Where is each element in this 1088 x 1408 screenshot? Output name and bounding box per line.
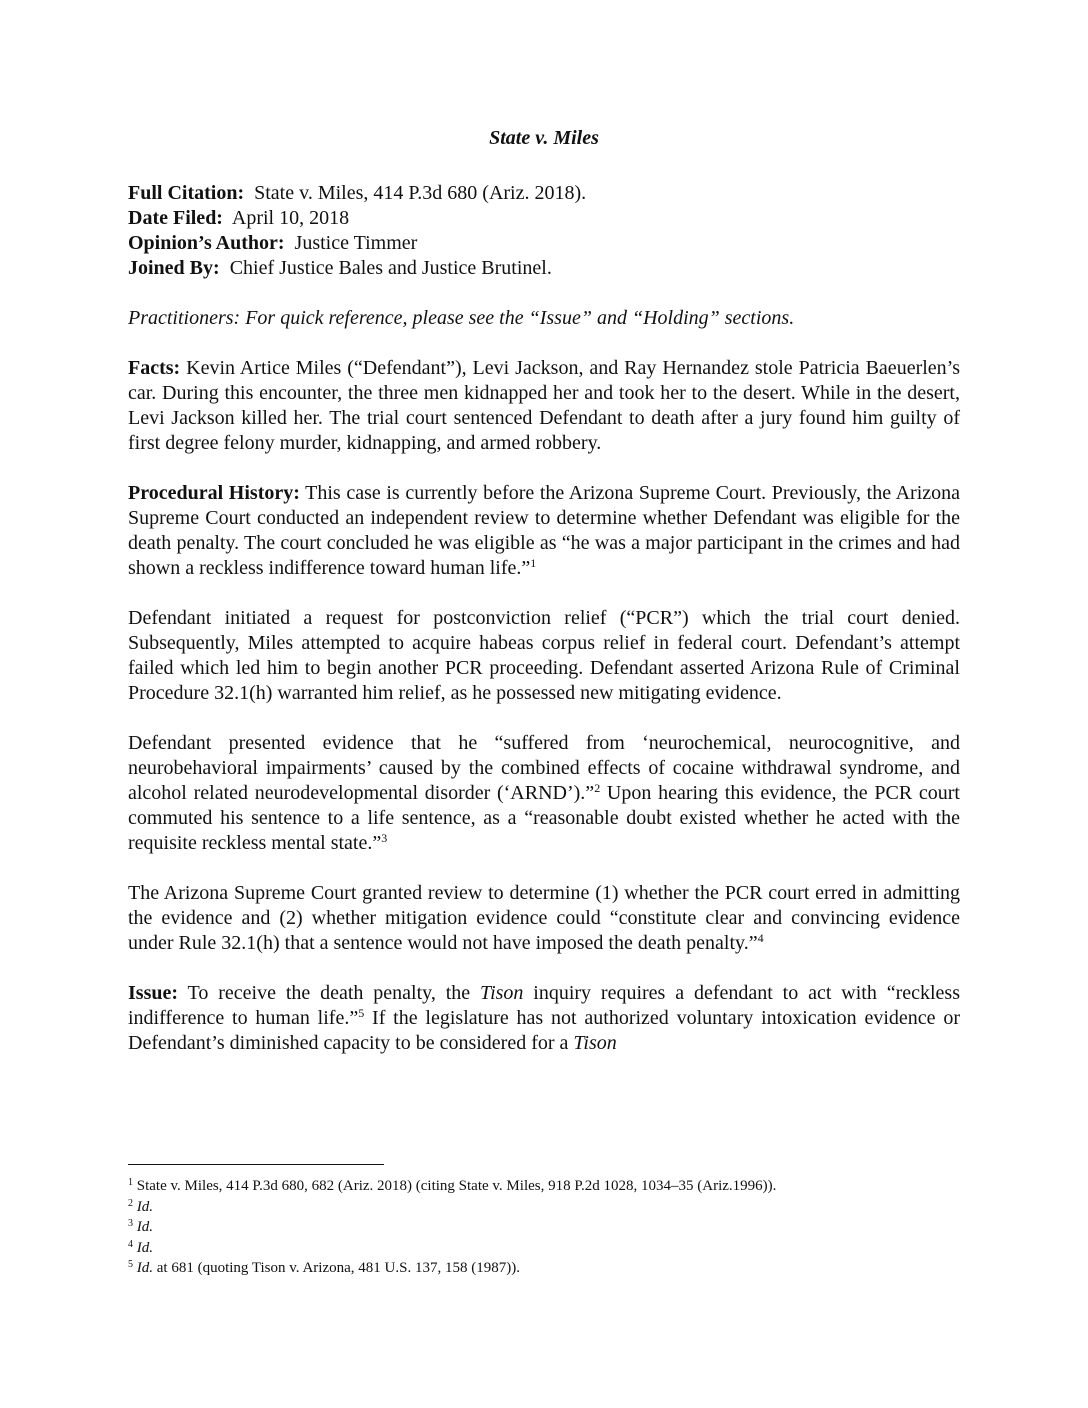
procedural-history-paragraph [128, 481, 960, 581]
opinion-author-value: Justice Timmer [294, 232, 418, 254]
pcr-paragraph: Defendant initiated a request for postconviction relief (“PCR”) which the trial court denied. Subsequently, Miles attempted to acquire habeas corpus relief in federal court. Defendant’s attempt failed which led him to begin another PCR proceeding. Defendant asserted Arizona Rule of Criminal Procedure 32.1(h) warranted him relief, as he possessed new mitigating evidence. [128, 607, 960, 704]
procedural-history-label: Procedural History: [128, 482, 300, 504]
footnote-number: 5 [128, 1259, 133, 1270]
date-filed-line [128, 206, 960, 231]
procedural-history-text: This case is currently before the Arizona Supreme Court. Previously, the Arizona Supreme Court conducted an independent review to determine whether Defendant was eligible for the death penalty. The court concluded he was eligible as “he was a major participant in the crimes and had shown a reckless indifference toward human life.” [128, 482, 960, 579]
date-filed-label: Date Filed: [128, 207, 223, 229]
footnote-ref-5[interactable]: 5 [358, 1006, 365, 1020]
footnote-ref-2[interactable]: 2 [594, 781, 601, 795]
footnote-divider [128, 1164, 384, 1165]
footnote-5 [128, 1258, 960, 1279]
footnote-number: 4 [128, 1238, 133, 1250]
evidence-paragraph [128, 731, 960, 856]
full-citation-label: Full Citation: [128, 182, 245, 204]
tison-case-name-2: Tison [573, 1032, 617, 1054]
joined-by-line [128, 256, 960, 281]
issue-text-b: inquiry requires a defendant to act with “reckless indifference to human life.” [128, 982, 960, 1029]
footnote-1 [128, 1176, 960, 1197]
full-citation-line [128, 181, 960, 206]
footnotes-section [128, 1176, 960, 1279]
issue-text-c: If the legislature has not authorized voluntary intoxication evidence or Defendant’s diminished capacity to be considered for a [128, 1007, 960, 1054]
footnote-2 [128, 1197, 960, 1218]
full-citation-value: State v. Miles, 414 P.3d 680 (Ariz. 2018). [254, 182, 587, 204]
opinion-author-line [128, 231, 960, 256]
footnote-4 [128, 1238, 960, 1259]
footnote-ref-1[interactable]: 1 [530, 556, 537, 570]
footnote-italic: Id. [136, 1198, 153, 1215]
issue-paragraph [128, 981, 960, 1056]
issue-text-a: To receive the death penalty, the [187, 982, 481, 1004]
case-title: State v. Miles [489, 127, 599, 149]
facts-paragraph [128, 356, 960, 456]
review-text: The Arizona Supreme Court granted review to determine (1) whether the PCR court erred in admitting the evidence and (2) whether mitigation evidence could “constitute clear and convincing evidence under Rule 32.1(h) that a sentence would not have imposed the death penalty.” [128, 882, 960, 954]
opinion-author-label: Opinion’s Author: [128, 232, 285, 254]
footnote-ref-3[interactable]: 3 [381, 831, 388, 845]
footnote-number: 3 [128, 1218, 133, 1229]
joined-by-label: Joined By: [128, 257, 220, 279]
footnote-ref-4[interactable]: 4 [757, 931, 764, 945]
joined-by-value: Chief Justice Bales and Justice Brutinel. [229, 257, 552, 279]
issue-label: Issue: [128, 982, 179, 1004]
footnote-italic: Id. [136, 1239, 153, 1256]
footnote-italic: Id. [136, 1260, 153, 1276]
review-paragraph [128, 881, 960, 956]
date-filed-value: April 10, 2018 [231, 207, 350, 229]
tison-case-name: Tison [480, 982, 524, 1004]
footnote-number: 2 [128, 1197, 133, 1209]
evidence-text-a: Defendant presented evidence that he “suffered from ‘neurochemical, neurocognitive, and neurobehavioral impairments’ caused by the combined effects of cocaine withdrawal syndrome, and alcohol related neurodevelopmental disorder (‘ARND’).” [128, 732, 960, 804]
footnote-3 [128, 1217, 960, 1238]
footnote-number: 1 [128, 1177, 133, 1188]
footnote-text: at 681 (quoting Tison v. Arizona, 481 U.S. 137, 158 (1987)). [153, 1260, 520, 1276]
case-metadata [128, 181, 960, 281]
footnote-italic: Id. [136, 1219, 153, 1235]
practitioners-note: Practitioners: For quick reference, please see the “Issue” and “Holding” sections. [128, 307, 795, 329]
evidence-text-b: Upon hearing this evidence, the PCR court commuted his sentence to a life sentence, as a “reasonable doubt existed whether he acted with the requisite reckless mental state.” [128, 782, 960, 854]
document-page [128, 126, 960, 1056]
footnote-text: State v. Miles, 414 P.3d 680, 682 (Ariz. 2018) (citing State v. Miles, 918 P.2d 1028, 1034–35 (Ariz.1996)). [136, 1178, 777, 1194]
facts-label: Facts: [128, 357, 181, 379]
facts-text: Kevin Artice Miles (“Defendant”), Levi Jackson, and Ray Hernandez stole Patricia Baeuerlen’s car. During this encounter, the three men kidnapped her and took her to the desert. While in the desert, Levi Jackson killed her. The trial court sentenced Defendant to death after a jury found him guilty of first degree felony murder, kidnapping, and armed robbery. [128, 357, 960, 454]
